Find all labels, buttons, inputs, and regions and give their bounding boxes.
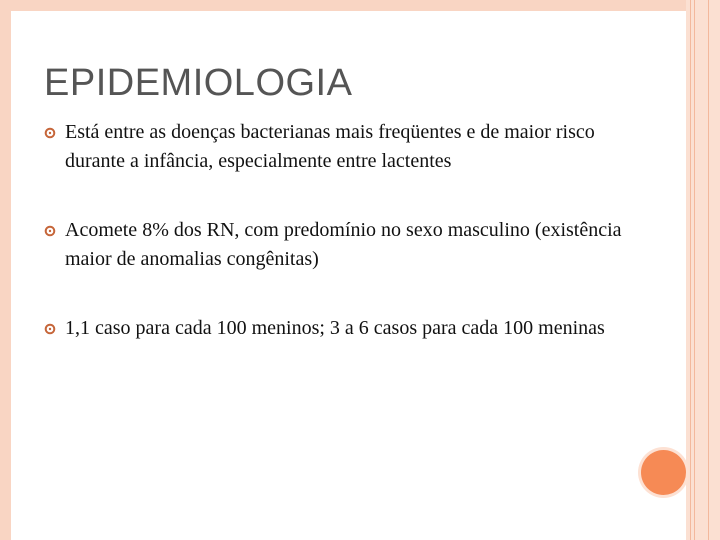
- bullet-item: [44, 314, 634, 343]
- bullet-item: [44, 216, 634, 274]
- right-frame-band: [686, 0, 720, 540]
- sun-bullet-icon: [44, 127, 56, 139]
- right-frame-line: [708, 0, 709, 540]
- bullet-list: [44, 118, 634, 343]
- slide-title: EPIDEMIOLOGIA: [44, 62, 353, 104]
- bullet-text: Acomete 8% dos RN, com predomínio no sexo masculino (existência maior de anomalias congênitas): [65, 219, 622, 270]
- bullet-item: [44, 118, 634, 176]
- right-frame-line: [690, 0, 691, 540]
- bullet-text: Está entre as doenças bacterianas mais freqüentes e de maior risco durante a infância, especialmente entre lactentes: [65, 121, 595, 172]
- right-frame-line: [694, 0, 695, 540]
- bullet-text: 1,1 caso para cada 100 meninos; 3 a 6 casos para cada 100 meninas: [65, 317, 605, 339]
- left-frame-border: [0, 0, 11, 540]
- decorative-circle: [641, 450, 686, 495]
- sun-bullet-icon: [44, 323, 56, 335]
- sun-bullet-icon: [44, 225, 56, 237]
- top-frame-border: [11, 0, 686, 11]
